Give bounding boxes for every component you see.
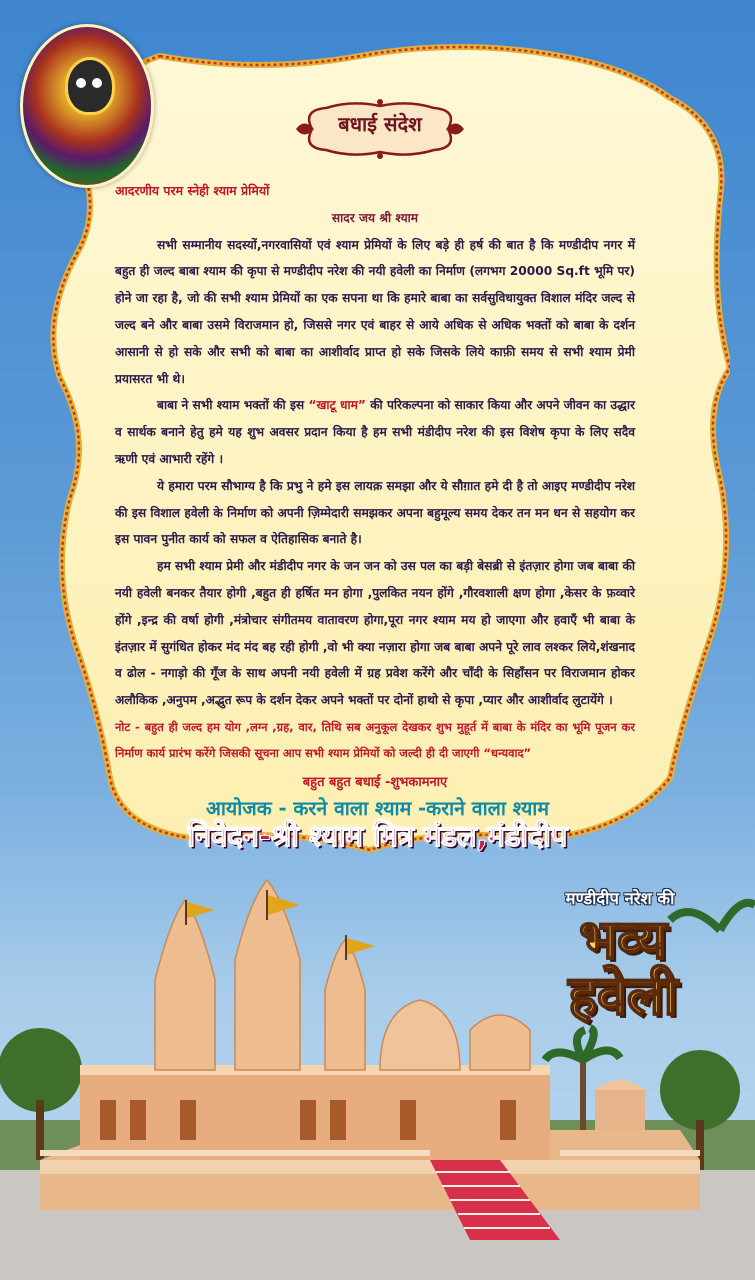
paragraph-4: हम सभी श्याम प्रेमी और मंडीदीप नगर के जन जन को उस पल का बड़ी बेसब्री से इंतज़ार होगा जब बाबा की नयी हवेली बनकर तैयार होगी ,बहुत ही हर्षित मन होगा ,पुलकित नयन होंगे ,गौरवशाली क्षण होगा ,केसर के फ़व्वारे होंगे ,इन्द्र की वर्षा होगी ,मंत्रोचार संगीतमय वातावरण होगा,पूरा नगर श्याम मय हो जाएगा और हवाएँ भी बाबा के इंतज़ार में सुगंधित होकर मंद मंद बह रही होगी ,वो भी क्या नज़ारा होगा जब बाबा अपने पूरे लाव लश्कर लिये,शंखनाद व ढोल - नगाड़ो की गूँज के साथ अपनी नयी हवेली में ग्रह प्रवेश करेंगे और चाँदी के सिहाँसन पर विराजमान होकर अलौकिक ,अनुपम ,अद्भुत रूप के दर्शन देकर अपने भक्तों पर दोनों हाथो से कृपा ,प्यार और आशीर्वाद लुटायेंगे । [115, 559, 635, 708]
greeting: आदरणीय परम स्नेही श्याम प्रेमियों [115, 183, 270, 198]
ad-title-line-1: भव्य [579, 908, 667, 971]
eye-icon [92, 78, 102, 88]
title-badge [292, 96, 468, 162]
khatu-dham-highlight: “खाटू धाम” [308, 398, 366, 413]
organiser-line: आयोजक - करने वाला श्याम -कराने वाला श्याम [206, 797, 549, 820]
paragraph-2-text-b: की परिकल्पना को साकार किया और अपने जीवन का उद्धार व सार्थक बनाने हेतु हमे यह शुभ अवसर प्रदान किया है हम सभी मंडीदीप नरेश की इस विशेष कृपा के लिए सदैव ऋणी एवं आभारी रहेंगे । [115, 398, 635, 466]
paragraph-3: ये हमारा परम सौभाग्य है कि प्रभु ने हमे इस लायक़ समझा और ये सौग़ात हमे दी है तो आइए मण्डीदीप नरेश की इस विशाल हवेली के निर्माण को अपनी ज़िम्मेदारी समझकर अपना बहुमूल्य समय देकर तन मन धन से सहयोग कर इस पावन पुनीत कार्य को सफल व ऐतिहासिक बनाते है। [115, 478, 635, 547]
wishes: बहुत बहुत बधाई -शुभकामनाए [302, 774, 448, 790]
nivedan-line: निवेदन-श्री श्याम मित्र मंडल,मंडीदीप [187, 819, 568, 853]
letter-body [115, 178, 635, 797]
deity-face-icon [65, 57, 115, 115]
paragraph-1: सभी सम्मानीय सदस्यों,नगरवासियों एवं श्याम प्रेमियों के लिए बड़े ही हर्ष की बात है कि मण्डीदीप नगर में बहुत ही जल्द बाबा श्याम की कृपा से मण्डीदीप नरेश की नयी हवेली का निर्माण (लगभग 20000 Sq.ft भूमि पर) होने जा रहा है, जो की सभी श्याम प्रेमियों का एक सपना था कि हमारे बाबा का सर्वसुविधायुक्त विशाल मंदिर जल्द से जल्द बने और बाबा उसमे विराजमान हो, जिससे नगर एवं बाहर से आये अधिक से अधिक भक्तों को बाबा के दर्शन आसानी से हो सके और सभी को बाबा का आशीर्वाद प्राप्त हो सके जिसके लिये काफ़ी समय से सभी श्याम प्रेमी प्रयासरत भी थे। [115, 237, 635, 386]
salutation: सादर जय श्री श्याम [331, 210, 419, 225]
page-title: बधाई संदेश [338, 112, 422, 136]
paragraph-2 [115, 392, 635, 472]
note: नोट - बहुत ही जल्द हम योग ,लग्न ,ग्रह, वार, तिथि सब अनुकूल देखकर शुभ मुहूर्त में बाबा के मंदिर का भूमि पूजन कर निर्माण कार्य प्रारंभ करेंगे जिसकी सूचना आप सभी श्याम प्रेमियों को जल्दी ही दी जाएगी “धन्यवाद” [115, 719, 635, 760]
shyam-baba-avatar [20, 24, 154, 188]
ad-subtitle: मण्डीदीप नरेश की [565, 889, 675, 908]
paragraph-2-text-a: बाबा ने सभी श्याम भक्तों की इस [157, 398, 309, 413]
eye-icon [76, 78, 86, 88]
ad-title-line-2: हवेली [568, 964, 678, 1027]
